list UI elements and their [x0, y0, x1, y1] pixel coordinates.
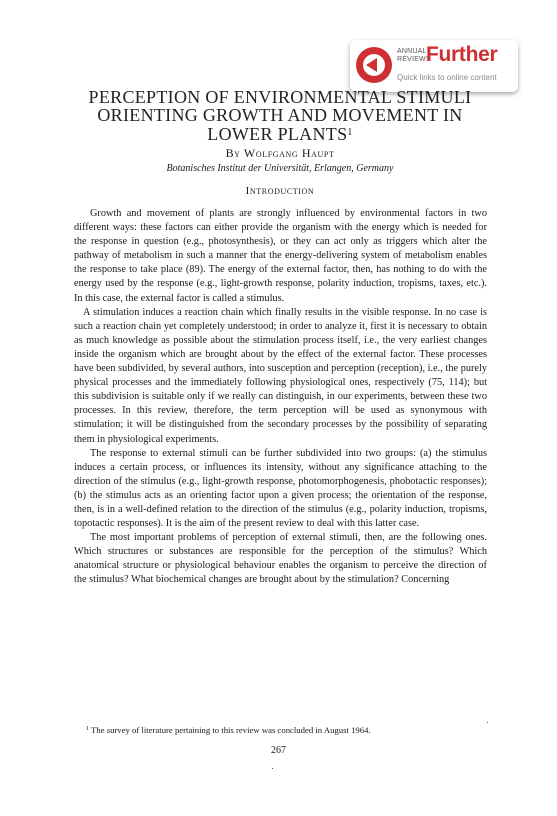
- footnote: [86, 724, 496, 736]
- annual-reviews-logo-icon: [356, 47, 392, 83]
- badge-further-label: Further: [426, 43, 498, 66]
- badge-annual-reviews-label: ANNUAL REVIEWS: [397, 48, 431, 63]
- footnote-text: The survey of literature pertaining to this review was concluded in August 1964.: [91, 725, 371, 735]
- body-paragraph-2: A stimulation induces a reaction chain which finally results in the visible response. In no case is such a reaction chain yet completely understood; in order to analyze it, first it is necessary to obtain as much knowledge as possible about the stimulation process itself, i.e., the very earliest changes inside the organism which are brought about by the effect of the external factor. These processes have been subdivided, by several authors, into susception and perception (reception), i.e., the purely physical processes and the immediately following physiological ones, respectively (75, 114); but this subdivision is suitable only if we really can distinguish, in our experiments, between these two processes. In this review, therefore, the term perception will be used as synonymous with stimulation; it will be distinguished from the secondary processes by the possibility of separating them in physiological experiments.: [74, 306, 487, 445]
- article-body: [74, 207, 487, 588]
- badge-subtitle: Quick links to online content: [397, 73, 497, 82]
- body-paragraph-4: The most important problems of perception of external stimuli, then, are the following ones. Which structures or substances are responsible for the perception of the stimulus? Which anatomical structure or physiological behaviour enables the organism to perceive the direction of the stimulus? What biochemical changes are brought about by the stimulation? Concerning: [74, 532, 487, 586]
- page-number: 267: [271, 745, 286, 756]
- author-line: By Wolfgang Haupt: [225, 146, 335, 160]
- title-footnote-mark: 1: [347, 127, 353, 138]
- scan-speck: [487, 722, 488, 723]
- section-heading: Introduction: [245, 185, 315, 197]
- author-affiliation: Botanisches Institut der Universität, Erlangen, Germany: [166, 163, 394, 174]
- title-line-1: PERCEPTION OF ENVIRONMENTAL STIMULI: [88, 87, 472, 107]
- article-title: [60, 88, 500, 143]
- title-line-3: LOWER PLANTS$^1$: [207, 124, 353, 144]
- body-paragraph-3: The response to external stimuli can be further subdivided into two groups: (a) the stimulus induces a certain process, or influences its intensity, without any significance attaching to the direction of the stimulus (e.g., light-growth response, photomorphogenesis, phobotactic responses); (b) the stimulus acts as an orienting factor upon a given process; the orientation of the response, then, is in a well-defined relation to the direction of the stimulus (e.g., polarity induction, tropisms, topotactic responses). It is the aim of the present review to deal with this latter case.: [74, 447, 487, 530]
- annual-reviews-further-badge[interactable]: [350, 40, 518, 92]
- footnote-mark: 1: [86, 726, 89, 732]
- title-line-2: ORIENTING GROWTH AND MOVEMENT IN: [97, 105, 463, 125]
- scan-speck: [272, 768, 273, 769]
- body-paragraph-1: Growth and movement of plants are strongly influenced by environmental factors in two different ways: these factors can either provide the organism with the energy which is needed for the response in question (e.g., photosynthesis), or they can act only as triggers which alter the pathway of metabolism in such a manner that the energy-delivering system of metabolism enables the response to take place (89). The energy of the external factor, then, has nothing to do with the energy used by the response (e.g., light-growth response, polarity induction, tropisms, taxes, etc.). In this case, the external factor is called a stimulus.: [74, 208, 487, 304]
